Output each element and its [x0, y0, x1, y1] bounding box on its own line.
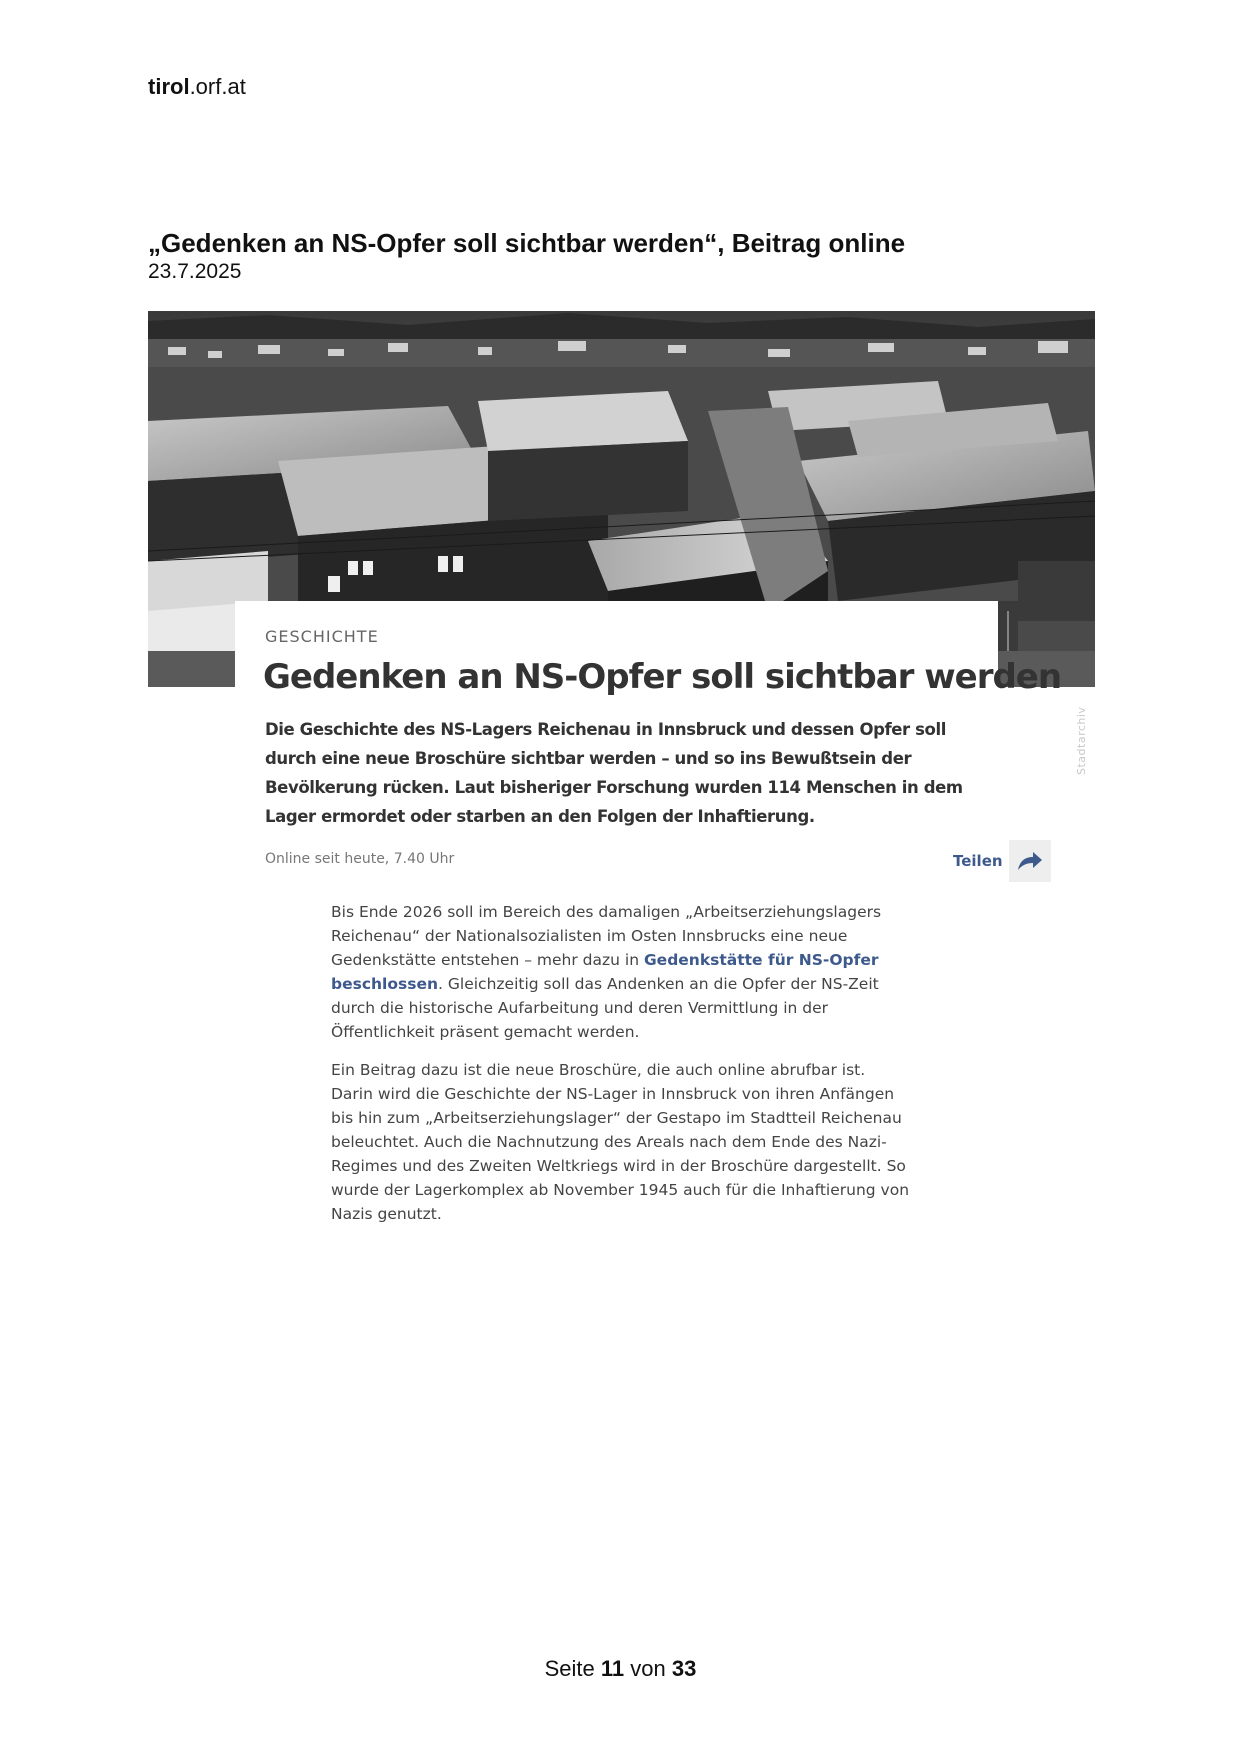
page-total: 33 [671, 1656, 697, 1681]
page-current: 11 [600, 1656, 625, 1681]
page-label: Seite [544, 1656, 595, 1681]
share-control[interactable] [953, 840, 1051, 882]
body-paragraph-1 [331, 900, 911, 1044]
page-separator: von [630, 1656, 666, 1681]
article-timestamp: Online seit heute, 7.40 Uhr [265, 851, 455, 867]
article-kicker: GESCHICHTE [265, 627, 379, 646]
body-paragraph-1-text-a: Bis Ende 2026 soll im Bereich des damaligen „Arbeitserziehungslagers Reichenau“ der Nationalsozialisten im Osten Innsbrucks eine neue Gedenkstätte entstehen – mehr dazu in [331, 903, 882, 969]
page-footer [0, 1656, 1241, 1682]
photo-credit: Stadtarchiv [1075, 706, 1088, 775]
site-name-bold: tirol [148, 74, 190, 99]
article-card [235, 601, 1062, 871]
site-name-rest: .orf.at [189, 74, 246, 99]
related-article-link[interactable]: Gedenkstätte für NS-Opfer beschlossen [331, 951, 879, 993]
site-name [148, 74, 246, 100]
article-body [331, 900, 911, 1240]
body-paragraph-1-text-b: . Gleichzeitig soll das Andenken an die Opfer der NS-Zeit durch die historische Aufarbeitung und deren Vermittlung in der Öffentlichkeit präsent gemacht werden. [331, 975, 879, 1041]
document-title: „Gedenken an NS-Opfer soll sichtbar werden“, Beitrag online [148, 228, 906, 258]
share-label[interactable]: Teilen [953, 852, 1003, 870]
body-paragraph-2: Ein Beitrag dazu ist die neue Broschüre, die auch online abrufbar ist. Darin wird die Geschichte der NS-Lager in Innsbruck von ihren Anfängen bis hin zum „Arbeitserziehungslager“ der Gestapo im Stadtteil Reichenau beleuchtet. Auch die Nachnutzung des Areals nach dem Ende des Nazi-Regimes und des Zweiten Weltkriegs wird in der Broschüre dargestellt. So wurde der Lagerkomplex ab November 1945 auch für die Inhaftierung von Nazis genutzt. [331, 1061, 910, 1223]
article-lead: Die Geschichte des NS-Lagers Reichenau in Innsbruck und dessen Opfer soll durch eine neue Broschüre sichtbar werden – und so ins Bewußtsein der Bevölkerung rücken. Laut bisheriger Forschung wurden 114 Menschen in dem Lager ermordet oder starben an den Folgen der Inhaftierung. [265, 720, 963, 826]
document-date: 23.7.2025 [148, 260, 242, 283]
share-arrow-icon[interactable] [1009, 840, 1051, 882]
article-headline: Gedenken an NS-Opfer soll sichtbar werden [263, 657, 1062, 697]
